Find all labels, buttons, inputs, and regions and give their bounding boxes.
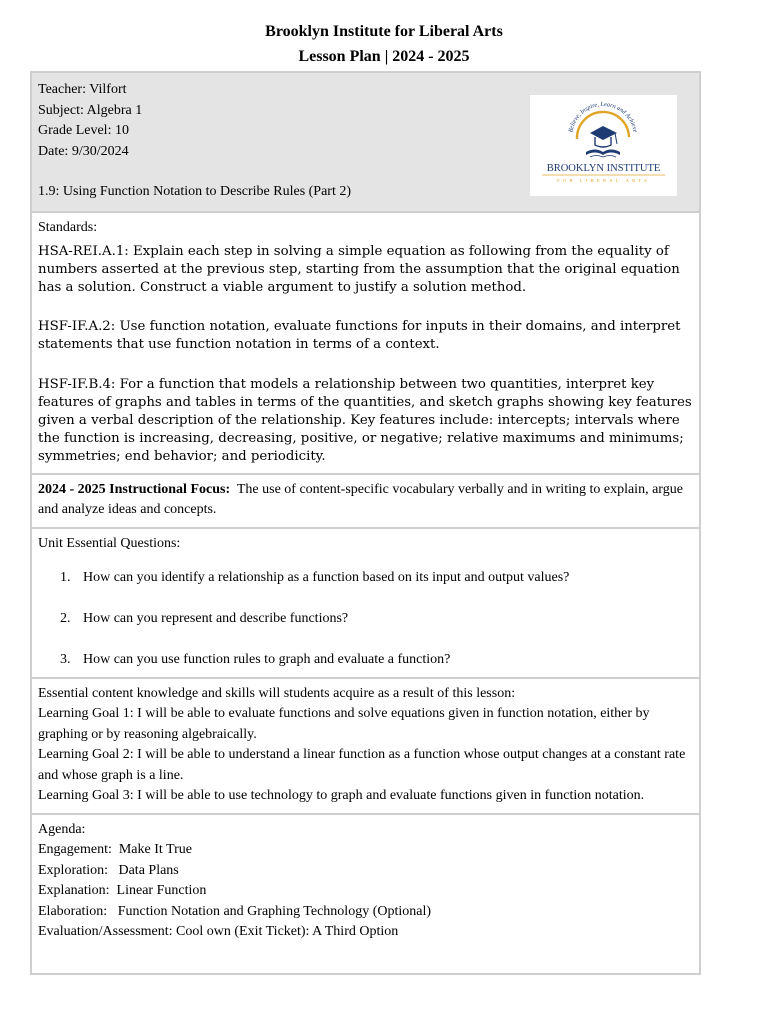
- info-section: [32, 73, 699, 211]
- focus-text: The use of content-specific vocabulary verbally and in writing to explain, argue and analyze ideas and concepts.: [38, 481, 683, 518]
- plan-title: Lesson Plan | 2024 - 2025: [298, 48, 470, 65]
- question-item: [38, 650, 693, 671]
- question-item: [38, 568, 693, 589]
- focus-label: 2024 - 2025 Instructional Focus:: [38, 481, 231, 497]
- date: Date: 9/30/2024: [38, 143, 129, 159]
- subject: Subject: Algebra 1: [38, 102, 143, 118]
- standards-label: Standards:: [38, 220, 98, 235]
- essential-questions-section: [32, 527, 699, 677]
- standard-item: HSF-IF.B.4: For a function that models a relationship between two quantities, interpret key features of graphs and tables in terms of the quantities, and sketch graphs showing key features given a verbal description of the relationship. Key features include: intercepts; intervals where the function is increasing, decreasing, positive, or negative; relative maximums and minimums; symmetries; end behavior; and periodicity.: [38, 376, 692, 465]
- agenda-item: Engagement: Make It True: [38, 842, 192, 858]
- question-text: How can you represent and describe functions?: [83, 611, 349, 627]
- agenda-label: Agenda:: [38, 821, 86, 837]
- logo-arc-text: Believe, Inspire, Learn and Achieve: [567, 100, 639, 134]
- question-item: [38, 609, 693, 630]
- question-number: 1.: [60, 570, 71, 586]
- teacher: Teacher: Vilfort: [38, 82, 127, 97]
- question-number: 2.: [60, 611, 71, 627]
- graduation-cap-icon: [586, 126, 620, 157]
- question-text: How can you identify a relationship as a function based on its input and output values?: [83, 570, 570, 586]
- questions-list: [38, 568, 693, 671]
- standard-item: HSA-REI.A.1: Explain each step in solving a simple equation as following from the equality of numbers asserted at the previous step, starting from the assumption that the original equation has a solution. Construct a viable argument to justify a solution method.: [38, 243, 680, 295]
- grade-level: Grade Level: 10: [38, 123, 129, 138]
- standard-item: HSF-IF.A.2: Use function notation, evaluate functions for inputs in their domains, and interpret statements that use function notation in terms of a context.: [38, 319, 681, 353]
- standards-section: [32, 211, 699, 473]
- instructional-focus-section: [32, 473, 699, 527]
- logo-name: BROOKLYN INSTITUTE: [546, 163, 661, 174]
- school-logo: [530, 95, 677, 196]
- agenda-item: Evaluation/Assessment: Cool own (Exit Ticket): A Third Option: [38, 924, 399, 940]
- goals-intro: Essential content knowledge and skills will students acquire as a result of this lesson:: [38, 685, 516, 701]
- lesson-plan-table: [30, 71, 701, 975]
- agenda-item: Exploration: Data Plans: [38, 862, 179, 878]
- questions-label: Unit Essential Questions:: [38, 535, 181, 551]
- learning-goal: Learning Goal 1: I will be able to evaluate functions and solve equations given in function notation, either by graphing or by reasoning algebraically.: [38, 706, 650, 742]
- agenda-section: [32, 813, 699, 973]
- learning-goal: Learning Goal 3: I will be able to use technology to graph and evaluate functions given in function notation.: [38, 788, 645, 804]
- learning-goal: Learning Goal 2: I will be able to understand a linear function as a function whose output changes at a constant rate and whose graph is a line.: [38, 747, 686, 783]
- question-text: How can you use function rules to graph and evaluate a function?: [83, 652, 451, 668]
- agenda-item: Explanation: Linear Function: [38, 883, 207, 899]
- lesson-title: 1.9: Using Function Notation to Describe Rules (Part 2): [38, 184, 352, 199]
- question-number: 3.: [60, 652, 71, 668]
- agenda-item: Elaboration: Function Notation and Graphing Technology (Optional): [38, 903, 432, 919]
- learning-goals-section: [32, 677, 699, 813]
- school-name: Brooklyn Institute for Liberal Arts: [265, 23, 503, 40]
- logo-tagline: FOR LIBERAL ARTS: [557, 178, 650, 183]
